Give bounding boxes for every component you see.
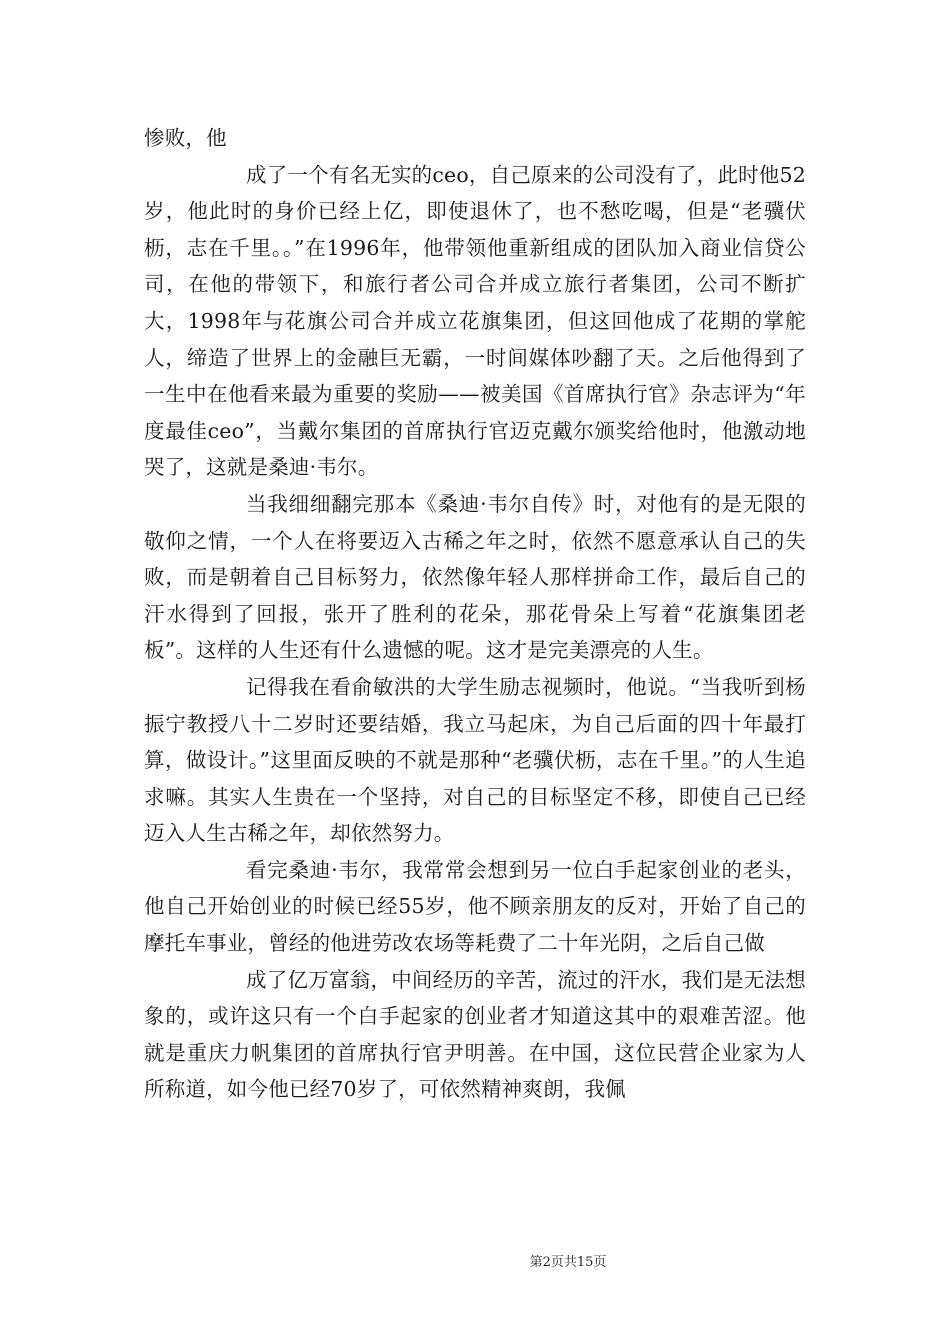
page-number: 第2页共15页 xyxy=(529,1255,607,1270)
paragraph-5: 看完桑迪·韦尔，我常常会想到另一位白手起家创业的老头，他自己开始创业的时候已经55岁，他不顾亲朋友的反对，开始了自己的摩托车事业，曾经的他进劳改农场等耗费了二十年光阴，之后自己做 xyxy=(144,857,806,956)
page-footer xyxy=(0,1254,950,1272)
paragraph-3: 当我细细翻完那本《桑迪·韦尔自传》时，对他有的是无限的敬仰之情，一个人在将要迈入古稀之年之时，依然不愿意承认自己的失败，而是朝着自己目标努力，依然像年轻人那样拼命工作，最后自己的汗水得到了回报，张开了胜利的花朵，那花骨朵上写着“花旗集团老板”。这样的人生还有什么遗憾的呢。这才是完美漂亮的人生。 xyxy=(144,491,806,663)
paragraph-4: 记得我在看俞敏洪的大学生励志视频时，他说。“当我听到杨振宁教授八十二岁时还要结婚，我立马起床，为自己后面的四十年最打算，做设计。”这里面反映的不就是那种“老骥伏枥，志在千里。”的人生追求嘛。其实人生贵在一个坚持，对自己的目标坚定不移，即使自己已经迈入人生古稀之年，却依然努力。 xyxy=(144,674,806,846)
document-body xyxy=(144,120,806,1108)
paragraph-1: 惨败，他 xyxy=(144,126,227,150)
paragraph-2: 成了一个有名无实的ceo，自己原来的公司没有了，此时他52岁，他此时的身价已经上亿，即使退休了，也不愁吃喝，但是“老骥伏枥，志在千里。。”在1996年，他带领他重新组成的团队加入商业信贷公司，在他的带领下，和旅行者公司合并成立旅行者集团，公司不断扩大，1998年与花旗公司合并成立花旗集团，但这回他成了花期的掌舵人，缔造了世界上的金融巨无霸，一时间媒体吵翻了天。之后他得到了一生中在他看来最为重要的奖励——被美国《首席执行官》杂志评为“年度最佳ceo”，当戴尔集团的首席执行官迈克戴尔颁奖给他时，他激动地哭了，这就是桑迪·韦尔。 xyxy=(144,162,806,480)
paragraph-6: 成了亿万富翁，中间经历的辛苦，流过的汗水，我们是无法想象的，或许这只有一个白手起家的创业者才知道这其中的艰难苦涩。他就是重庆力帆集团的首席执行官尹明善。在中国，这位民营企业家为人所称道，如今他已经70岁了，可依然精神爽朗，我佩 xyxy=(144,967,806,1102)
